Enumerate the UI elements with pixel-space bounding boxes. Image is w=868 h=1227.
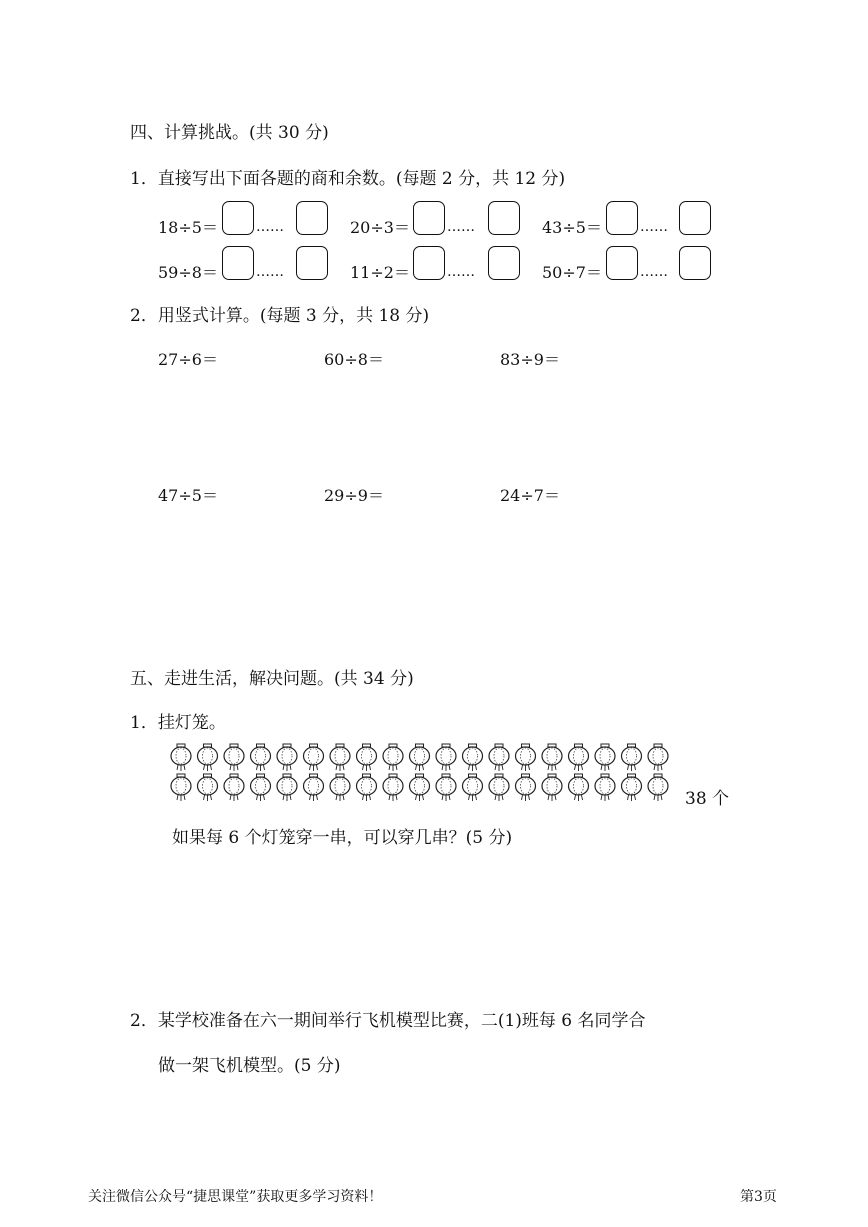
- lantern-icon: [436, 744, 456, 771]
- lantern-icon: [463, 774, 483, 801]
- question-2-text: 2．用竖式计算。(每题 3 分，共 18 分): [130, 306, 430, 326]
- lantern-icon: [622, 774, 642, 801]
- division-expression: 59÷8＝: [158, 263, 218, 282]
- ellipsis: ……: [256, 264, 284, 280]
- remainder-box[interactable]: [679, 201, 711, 235]
- lantern-icon: [489, 744, 509, 771]
- lantern-icon: [516, 774, 536, 801]
- vertical-calc-expression: 24÷7＝: [500, 486, 560, 505]
- quotient-box[interactable]: [222, 201, 254, 235]
- lantern-icon: [542, 744, 562, 771]
- lantern-icon: [542, 774, 562, 801]
- airplane-question-line-1: 2．某学校准备在六一期间举行飞机模型比赛，二(1)班每 6 名同学合: [130, 1011, 646, 1031]
- lantern-question-text: 如果每 6 个灯笼穿一串，可以穿几串？(5 分): [172, 828, 513, 848]
- vertical-calc-expression: 47÷5＝: [158, 486, 218, 505]
- ellipsis: ……: [640, 219, 668, 235]
- ellipsis: ……: [640, 264, 668, 280]
- remainder-box[interactable]: [488, 246, 520, 280]
- division-expression: 18÷5＝: [158, 218, 218, 237]
- lantern-icon: [622, 744, 642, 771]
- vertical-calc-expression: 83÷9＝: [500, 350, 560, 369]
- page-number: 第3页: [740, 1189, 777, 1205]
- lantern-icon: [251, 774, 271, 801]
- lantern-icon: [224, 774, 244, 801]
- lantern-icon: [304, 774, 324, 801]
- vertical-calc-expression: 60÷8＝: [324, 350, 384, 369]
- lantern-icon: [357, 744, 377, 771]
- quotient-box[interactable]: [413, 201, 445, 235]
- division-expression: 20÷3＝: [350, 218, 410, 237]
- vertical-calc-expression: 27÷6＝: [158, 350, 218, 369]
- lantern-icon: [489, 774, 509, 801]
- airplane-question-line-2: 做一架飞机模型。(5 分): [158, 1056, 341, 1076]
- lantern-icon: [648, 774, 668, 801]
- lantern-icon: [410, 774, 430, 801]
- lantern-icon: [463, 744, 483, 771]
- lantern-icon: [595, 744, 615, 771]
- lantern-count-label: 38 个: [685, 789, 730, 809]
- quotient-box[interactable]: [413, 246, 445, 280]
- vertical-calc-expression: 29÷9＝: [324, 486, 384, 505]
- lantern-icon: [277, 774, 297, 801]
- remainder-box[interactable]: [679, 246, 711, 280]
- lantern-icon: [304, 744, 324, 771]
- lantern-icon: [410, 744, 430, 771]
- ellipsis: ……: [256, 219, 284, 235]
- lantern-icon: [648, 744, 668, 771]
- lantern-icon: [569, 774, 589, 801]
- lantern-icon: [330, 774, 350, 801]
- lantern-icon: [198, 774, 218, 801]
- ellipsis: ……: [447, 264, 475, 280]
- division-expression: 50÷7＝: [542, 263, 602, 282]
- ellipsis: ……: [447, 219, 475, 235]
- lantern-icon: [595, 774, 615, 801]
- lantern-icon: [516, 744, 536, 771]
- lantern-icon: [171, 744, 191, 771]
- remainder-box[interactable]: [296, 201, 328, 235]
- remainder-box[interactable]: [296, 246, 328, 280]
- remainder-box[interactable]: [488, 201, 520, 235]
- quotient-box[interactable]: [606, 246, 638, 280]
- footer-note: 关注微信公众号“捷思课堂”获取更多学习资料！: [88, 1189, 383, 1205]
- lantern-icon: [277, 744, 297, 771]
- division-expression: 43÷5＝: [542, 218, 602, 237]
- lantern-icon: [357, 774, 377, 801]
- quotient-box[interactable]: [222, 246, 254, 280]
- lantern-icon: [383, 774, 403, 801]
- lantern-icon: [198, 744, 218, 771]
- lantern-icon: [224, 744, 244, 771]
- lantern-icon: [171, 774, 191, 801]
- lantern-icon: [383, 744, 403, 771]
- lantern-illustration: [168, 742, 688, 804]
- lantern-icon: [330, 744, 350, 771]
- lantern-icon: [251, 744, 271, 771]
- lantern-question-title: 1．挂灯笼。: [130, 713, 226, 733]
- lantern-icon: [569, 744, 589, 771]
- question-1-text: 1．直接写出下面各题的商和余数。(每题 2 分，共 12 分): [130, 169, 566, 189]
- lantern-icon: [436, 774, 456, 801]
- section-4-title: 四、计算挑战。(共 30 分): [130, 123, 329, 143]
- quotient-box[interactable]: [606, 201, 638, 235]
- section-5-title: 五、走进生活，解决问题。(共 34 分): [130, 669, 414, 689]
- division-expression: 11÷2＝: [350, 263, 410, 282]
